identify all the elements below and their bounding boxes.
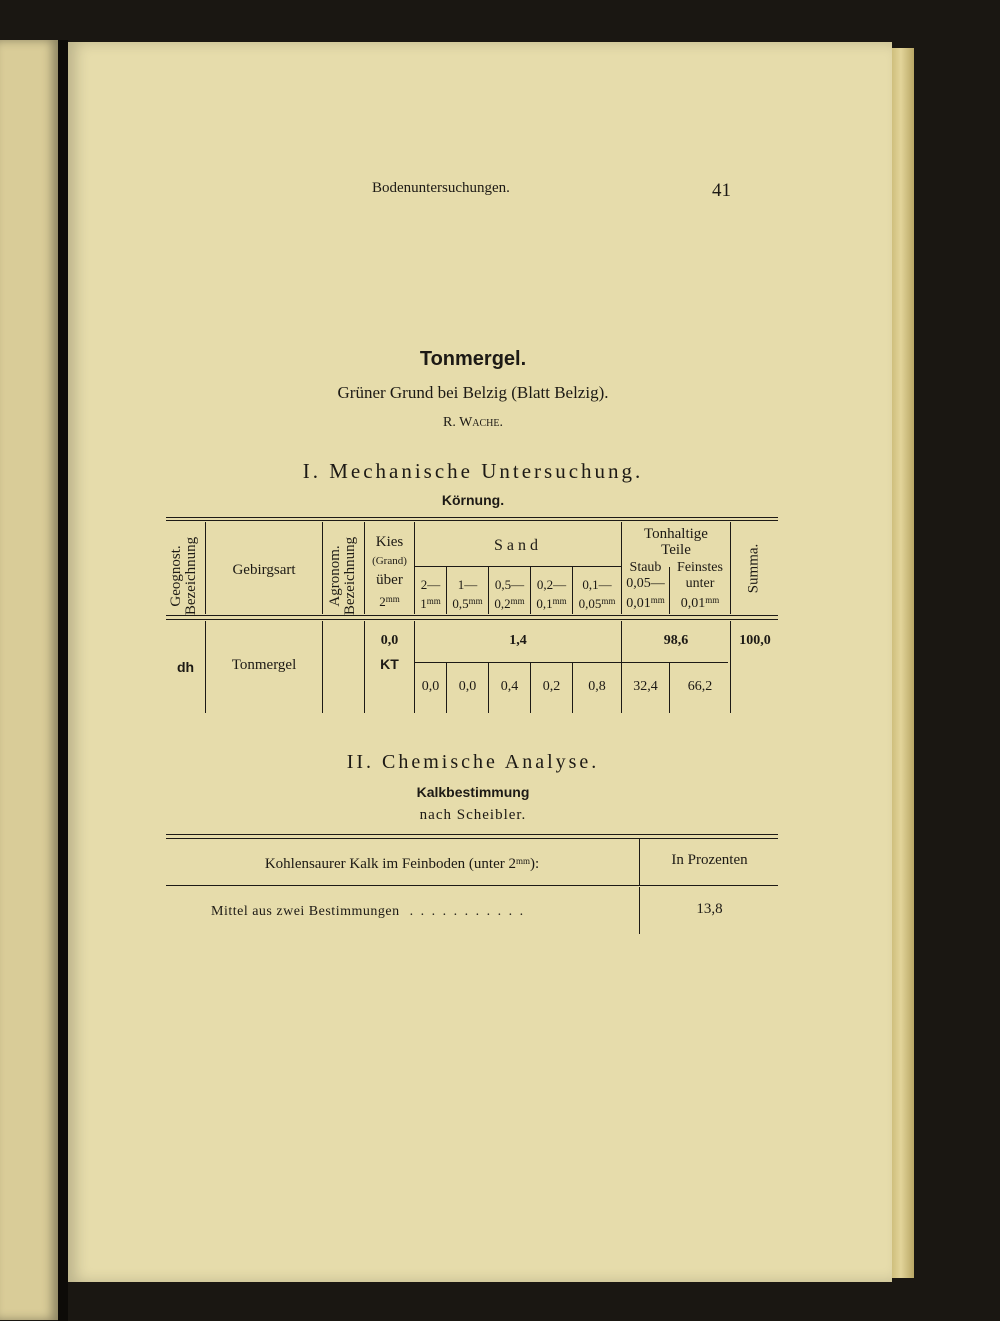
table2-divider-bottom xyxy=(639,887,640,934)
sand-sub-4-unit: mm xyxy=(552,596,567,606)
table2-header-left-unit: mm xyxy=(516,856,531,866)
header-agronom xyxy=(328,530,358,622)
left-page-edge xyxy=(0,40,58,1320)
table1-header-rule-2 xyxy=(166,619,778,620)
section2-subheading: Kalkbestimmung xyxy=(416,784,530,800)
header-gebirgsart: Gebirgsart xyxy=(232,562,296,578)
row-sand-1: 0,0 xyxy=(421,679,440,694)
sand-sub-3-num: 0,2 xyxy=(494,596,511,611)
row-sand-4: 0,2 xyxy=(542,679,561,694)
row-kies: 0,0 xyxy=(380,633,399,648)
row-agronom: KT xyxy=(380,656,399,672)
section1-subheading: Körnung. xyxy=(441,492,505,508)
section1-heading: I. Mechanische Untersuchung. xyxy=(302,459,644,483)
running-title: Bodenuntersuchungen. xyxy=(372,180,510,196)
sand-sub-5 xyxy=(573,577,621,612)
row-geognost: dh xyxy=(176,659,195,675)
row-ton-total: 98,6 xyxy=(663,633,689,648)
row-sand-5: 0,8 xyxy=(588,679,606,694)
row-sand-2: 0,0 xyxy=(458,679,477,694)
row-ton-feinstes: 66,2 xyxy=(687,679,713,694)
header-kies-l1: Kies xyxy=(375,534,404,550)
table2-header-right: In Prozenten xyxy=(671,852,748,868)
header-geognost xyxy=(169,530,199,622)
ton-sub-staub-unit: mm xyxy=(650,595,665,605)
sand-sub-5-a: 0,1— xyxy=(582,577,612,592)
header-kies-num: 2 xyxy=(379,594,386,609)
table2-top-rule xyxy=(166,834,778,835)
ton-sub-staub-num: 0,01 xyxy=(626,596,651,611)
ton-sub-staub xyxy=(622,560,669,612)
page-stack-edge xyxy=(892,48,914,1278)
table1-top-rule xyxy=(166,517,778,518)
ton-sub-staub-l2: 0,05— xyxy=(626,576,665,591)
sand-sub-4-a: 0,2— xyxy=(536,577,567,592)
page-title: Tonmergel. xyxy=(419,348,527,370)
header-ton-l2: Teile xyxy=(661,542,691,558)
header-kies-l2: (Grand) xyxy=(372,555,407,567)
sand-sub-3-unit: mm xyxy=(510,596,525,606)
header-kies-unit: mm xyxy=(385,594,400,604)
sand-sub-2-unit: mm xyxy=(468,596,483,606)
sand-sub-1-unit: mm xyxy=(426,596,441,606)
sand-sub-5-num: 0,05 xyxy=(578,596,602,611)
ton-sub-feinstes-unit: mm xyxy=(705,595,720,605)
header-tonhaltige xyxy=(622,526,730,558)
sand-sub-2-a: 1— xyxy=(457,577,478,592)
sand-sub-5-unit: mm xyxy=(601,596,616,606)
sand-sub-2 xyxy=(447,577,488,612)
sand-sub-2-num: 0,5 xyxy=(452,596,469,611)
table2-top-rule-2 xyxy=(166,838,778,839)
header-kies-l3: über xyxy=(376,572,403,588)
page-number: 41 xyxy=(712,180,731,201)
author-line: R. Wache. xyxy=(442,415,504,430)
book-gutter xyxy=(58,40,68,1321)
table1-top-rule-2 xyxy=(166,520,778,521)
ton-sub-feinstes-l1: Feinstes xyxy=(677,560,723,575)
sand-sub-4-num: 0,1 xyxy=(536,596,553,611)
sand-sub-1-num: 1 xyxy=(420,596,427,611)
header-kies xyxy=(365,533,414,611)
sand-sub-4 xyxy=(531,577,572,612)
ton-sub-feinstes-l2: unter xyxy=(685,576,715,591)
table2-header-left-end: ): xyxy=(530,856,540,872)
location-line: Grüner Grund bei Belzig (Blatt Belzig). xyxy=(337,383,609,402)
row-summa: 100,0 xyxy=(739,633,771,648)
book-page xyxy=(68,42,892,1282)
vline xyxy=(322,621,323,713)
header-sand: Sand xyxy=(494,537,542,554)
ton-sub-feinstes xyxy=(670,560,730,612)
header-geognost-line2: Bezeichnung xyxy=(183,536,199,616)
vline xyxy=(322,522,323,614)
ton-sub-feinstes-num: 0,01 xyxy=(680,596,706,611)
row-gebirgsart: Tonmergel xyxy=(231,657,297,673)
header-summa: Summa. xyxy=(745,543,762,594)
sand-sub-1 xyxy=(415,577,446,612)
sand-sub-3 xyxy=(489,577,530,612)
header-geognost-line1: Geognost. xyxy=(168,545,184,607)
table2-row-label xyxy=(211,904,525,920)
table2-row-dots: . . . . . . . . . . . xyxy=(409,904,526,919)
section2-method: nach Scheibler. xyxy=(419,807,527,823)
header-agronom-line2: Bezeichnung xyxy=(342,536,358,616)
ton-sub-staub-l1: Staub xyxy=(629,560,662,575)
section2-heading: II. Chemische Analyse. xyxy=(346,751,600,773)
table2-row-value: 13,8 xyxy=(696,901,723,917)
table2-header-left-text: Kohlensaurer Kalk im Feinboden (unter 2 xyxy=(264,856,516,872)
vline xyxy=(730,522,731,614)
sand-sub-1-a: 2— xyxy=(420,577,441,592)
header-agronom-line1: Agronom. xyxy=(327,545,343,607)
table2-row-label-text: Mittel aus zwei Bestimmungen xyxy=(211,904,400,919)
table2-header-rule xyxy=(166,885,778,886)
sand-sub-3-a: 0,5— xyxy=(494,577,525,592)
row-sand-total: 1,4 xyxy=(509,633,527,648)
table2-divider-top xyxy=(639,839,640,885)
table2-header-left xyxy=(166,853,638,872)
row-sand-3: 0,4 xyxy=(500,679,519,694)
row-ton-staub: 32,4 xyxy=(633,679,658,694)
header-ton-l1: Tonhaltige xyxy=(644,526,708,542)
table1-header-rule xyxy=(166,615,778,616)
